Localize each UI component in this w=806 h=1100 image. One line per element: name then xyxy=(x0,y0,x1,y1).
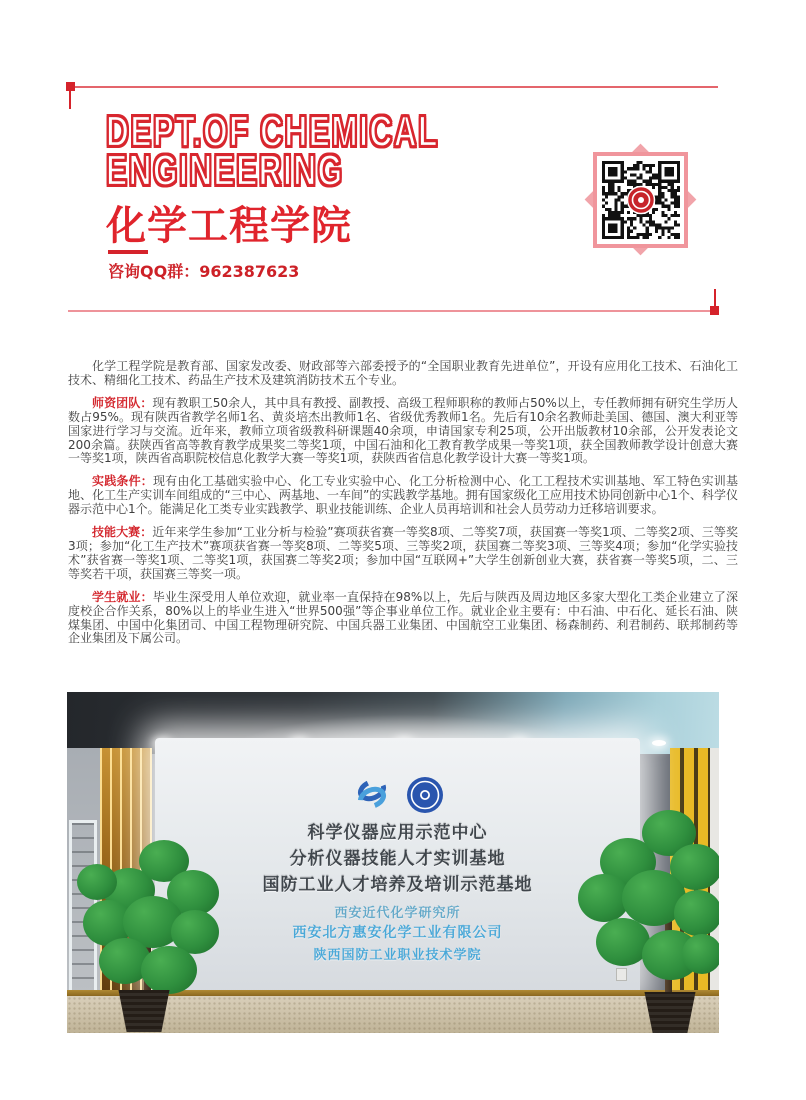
plant-right-foliage xyxy=(570,808,719,1000)
sign-line-blue-2: 西安北方惠安化学工业有限公司 xyxy=(292,925,503,941)
section-text-employment: 毕业生深受用人单位欢迎，就业率一直保持在98%以上，先后与陕西及周边地区多家大型化工类企业建立了深度校企合作关系，80%以上的毕业生进入“世界500强”等企事业单位工作。就业企业主要有：中石油、中石化、延长石油、陕煤集团、中国中化集团司、中国工程物理研究院、中国兵器工业集团、中国航空工业集团、杨森制药、利君制药、联邦制药等企业集团及下属公司。 xyxy=(68,589,738,646)
dept-title-chinese: 化学工程学院 xyxy=(106,203,352,249)
body-copy xyxy=(68,360,738,655)
ceiling-light xyxy=(652,740,666,746)
university-seal-logo-icon xyxy=(406,776,444,814)
section-text-competition: 近年来学生参加“工业分析与检验”赛项获省赛一等奖8项、二等奖7项，获国赛一等奖1项、二等奖2项、三等奖3项；参加“化工生产技术”赛项获省赛一等奖8项、二等奖5项、三等奖2项，获国赛二等奖3项、三等奖4项；参加“化学实验技术”获省赛一等奖1项、二等奖1项，获国赛二等奖2项；参加中国“互联网+”大学生创新创业大赛，获省赛一等奖5项，二、三等奖若干项，获国赛三等奖一项。 xyxy=(68,525,738,581)
plant-left-foliage xyxy=(75,834,225,1004)
sign-line-blue-1: 西安近代化学研究所 xyxy=(334,906,461,921)
section-text-practice: 现有由化工基础实验中心、化工专业实验中心、化工分析检测中心、化工工程技术实训基地、军工特色实训基地、化工生产实训车间组成的“三中心、两基地、一车间”的实践教学基地。拥有国家级化工应用技术协同创新中心1个、科学仪器示范中心1个。能满足化工类专业实践教学、职业技能训练、企业人员再培训和社会人员劳动力迁移培训要求。 xyxy=(68,474,738,517)
top-rule-tick xyxy=(69,91,71,109)
dept-title-english-line2: ENGINEERING xyxy=(106,146,344,195)
sign-line-dark-3: 国防工业人才培养及培训示范基地 xyxy=(262,875,533,895)
sign-panel-content xyxy=(155,738,640,995)
bottom-rule xyxy=(68,310,716,312)
sign-line-dark-2: 分析仪器技能人才实训基地 xyxy=(289,849,506,869)
title-underline xyxy=(108,250,148,254)
atom-swirl-logo-icon xyxy=(352,776,392,812)
lobby-photo xyxy=(67,692,719,1033)
dept-title-english xyxy=(106,107,568,195)
section-paragraph-faculty xyxy=(68,397,738,467)
section-label-faculty: 师资团队： xyxy=(92,395,153,410)
sign-line-dark-1: 科学仪器应用示范中心 xyxy=(307,823,488,843)
qr-frame xyxy=(593,152,688,248)
sign-line-blue-3: 陕西国防工业职业技术学院 xyxy=(313,948,482,963)
section-paragraph-practice xyxy=(68,475,738,517)
intro-text: 化学工程学院是教育部、国家发改委、财政部等六部委授予的“全国职业教育先进单位”，开设有应用化工技术、石油化工技术、精细化工技术、药品生产技术及建筑消防技术五个专业。 xyxy=(68,359,738,387)
qq-group-line: 咨询QQ群：962387623 xyxy=(108,262,300,281)
intro-paragraph xyxy=(68,360,738,388)
bottom-rule-tick xyxy=(714,289,716,307)
bottom-rule-square xyxy=(710,306,719,315)
section-paragraph-competition xyxy=(68,526,738,582)
section-paragraph-employment xyxy=(68,591,738,647)
section-label-practice: 实践条件： xyxy=(92,474,153,489)
top-rule-square xyxy=(66,82,75,91)
section-label-employment: 学生就业： xyxy=(92,589,153,604)
qr-code-icon xyxy=(602,161,680,239)
top-rule xyxy=(70,86,718,88)
section-text-faculty: 现有教职工50余人，其中具有教授、副教授、高级工程师职称的教师占50%以上，专任教师拥有研究生学历人数占95%。现有陕西省教学名师1名、黄炎培杰出教师1名、省级优秀教师1名。先后有10余名教师赴美国、德国、澳大利亚等国家进行学习与交流。近年来，教师立项省级教科研课题40余项，申请国家专利25项，公开出版教材10余部，公开发表论文200余篇。获陕西省高等教育教学成果奖二等奖1项，中国石油和化工教育教学成果一等奖1项，获全国教师教学设计创意大赛一等奖1项，陕西省高职院校信息化教学大赛一等奖1项，获陕西省信息化教学设计大赛一等奖1项。 xyxy=(68,395,738,466)
section-label-competition: 技能大赛： xyxy=(92,525,153,540)
dept-title-english-line1: DEPT.OF CHEMICAL xyxy=(106,107,439,156)
sign-logos xyxy=(155,776,640,814)
